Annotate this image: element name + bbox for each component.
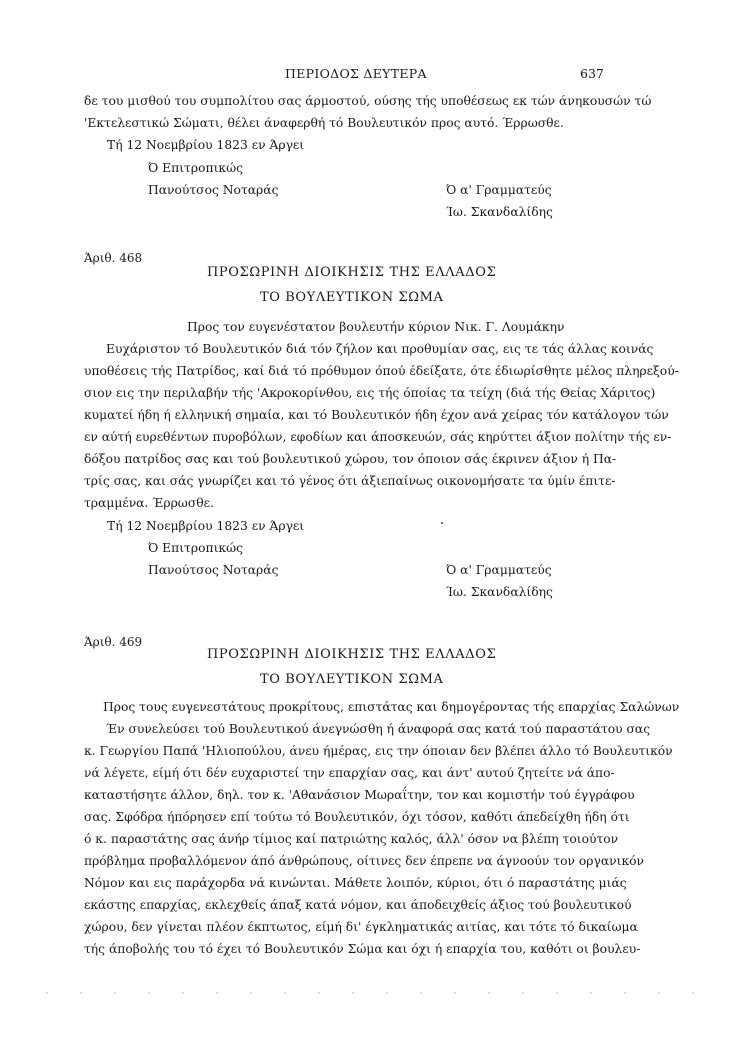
document-number: Άριθ. 468 <box>84 251 143 265</box>
document-subtitle: ΤΟ ΒΟΥΛΕΥΤΙΚΟΝ ΣΩΜΑ <box>260 290 444 305</box>
signatory-name-left: Πανούτσος Νοταράς <box>148 563 279 577</box>
signatory-role-left: Ό Επιτροπικώς <box>148 161 244 175</box>
text-line: εκάστης επαρχίας, εκλεχθείς άπαξ κατά νόμον, και άποδειχθείς άξιος τού βουλευτικού <box>84 898 632 912</box>
text-line: νά λέγετε, είμή ότι δέν ευχαριστεί την επαρχίαν σας, και άντ' αυτού ζητείτε νά άπο- <box>84 766 615 780</box>
text-line: δόξου πατρίδος σας και τού βουλευτικού χώρου, τον όποιον σάς έκρινεν άξιον ή Πα- <box>84 452 617 466</box>
text-line: Έν συνελεύσει τού Βουλευτικού άνεγνώσθη ή άναφορά σας κατά τού παραστάτου σας <box>106 722 651 736</box>
text-line: σας. Σφόδρα ήπόρησεν επί τούτω τό Βουλευτικόν, όχι τόσον, καθότι άπεδείχθη ήδη ότι <box>84 810 630 824</box>
text-line: τρίς σας, και σάς γνωρίζει και τό γένος ότι άξιεπαίνως οικονομήσατε τα ύμίν έπιτε- <box>84 474 616 488</box>
text-line: δε του μισθού του συμπολίτου σας άρμοστού, ούσης τής υποθέσεως εκ τών άνηκουσών τώ <box>84 94 652 108</box>
signatory-name-right: Ίω. Σκανδαλίδης <box>446 205 553 219</box>
scan-artifact-dots <box>30 992 714 994</box>
document-title: ΠΡΟΣΩΡΙΝΗ ΔΙΟΙΚΗΣΙΣ ΤΗΣ ΕΛΛΑΔΟΣ <box>207 647 497 662</box>
text-line: Ευχάριστον τό Βουλευτικόν διά τόν ζήλον και προθυμίαν σας, εις τε τάς άλλας κοινάς <box>106 342 654 356</box>
signatory-name-left: Πανούτσος Νοταράς <box>148 183 279 197</box>
text-line: τραμμένα. Έρρωσθε. <box>84 496 214 510</box>
text-line: καταστήσητε άλλον, δηλ. τον κ. 'Αθανάσιον Μωραΐτην, τον και κομιστήν τού έγγράφου <box>84 788 635 802</box>
text-line: πρόβλημα προβαλλόμενον άπό άνθρώπους, οίτινες δεν έπρεπε να άγνοούν τον οργανικόν <box>84 854 645 868</box>
page-number: 637 <box>580 66 604 81</box>
signatory-name-right: Ίω. Σκανδαλίδης <box>446 585 553 599</box>
text-line: κ. Γεωργίου Παπά 'Ηλιοπούλου, άνευ ήμέρας, εις την όποιαν δεν βλέπει άλλο τό Βουλευτικόν <box>84 744 673 758</box>
text-line: τής άποβολής του τό έχει τό Βουλευτικόν Σώμα και όχι ή επαρχία του, καθότι οι βουλευ- <box>84 942 641 956</box>
ink-speck <box>441 522 443 524</box>
text-line: κυματεί ήδη ή ελληνική σημαία, και τό Βουλευτικόν ήδη έχον ανά χείρας τόν κατάλογον τών <box>84 408 669 422</box>
text-line: υποθέσεις τής Πατρίδος, καί διά τό πρόθυμον όπού έδείξατε, ότε έδιωρίσθητε μέλος πληρεξού- <box>84 364 679 378</box>
text-line: Νόμον και εις παράχορδα νά κινώνται. Μάθετε λοιπόν, κύριοι, ότι ό παραστάτης μιάς <box>84 876 627 890</box>
text-line: σιον εις την περιλαβήν τής 'Ακροκορίνθου, εις τής όποίας τα τείχη (διά τής Θείας Χάριτος) <box>84 386 656 400</box>
text-line: ό κ. παραστάτης σας άνήρ τίμιος καί πατριώτης καλός, άλλ' όσον να βλέπη τοιούτον <box>84 832 619 846</box>
document-subtitle: ΤΟ ΒΟΥΛΕΥΤΙΚΟΝ ΣΩΜΑ <box>260 672 444 687</box>
text-line: 'Εκτελεστικώ Σώματι, θέλει άναφερθή τό Βουλευτικόν προς αυτό. Έρρωσθε. <box>84 116 564 130</box>
addressee-line: Προς τους ευγενεστάτους προκρίτους, επιστάτας και δημογέροντας τής επαρχίας Σαλώνων <box>103 700 680 714</box>
document-number: Άριθ. 469 <box>84 635 143 649</box>
running-header-title: ΠΕΡΙΟΔΟΣ ΔΕΥΤΕΡΑ <box>285 66 427 81</box>
signatory-role-right: Ό α' Γραμματεύς <box>446 183 552 197</box>
text-line: εν αύτή ευρεθέντων πυροβόλων, εφοδίων και άποσκευών, σάς κηρύττει άξιον πολίτην τής εν- <box>84 430 672 444</box>
document-title: ΠΡΟΣΩΡΙΝΗ ΔΙΟΙΚΗΣΙΣ ΤΗΣ ΕΛΛΑΔΟΣ <box>207 265 497 280</box>
signatory-role-right: Ό α' Γραμματεύς <box>446 563 552 577</box>
date-line: Τή 12 Νοεμβρίου 1823 εν Άργει <box>107 519 305 533</box>
date-line: Τή 12 Νοεμβρίου 1823 εν Άργει <box>107 138 305 152</box>
signatory-role-left: Ό Επιτροπικώς <box>148 541 244 555</box>
addressee-line: Προς τον ευγενέστατον βουλευτήν κύριον Νικ. Γ. Λουμάκην <box>187 320 565 334</box>
text-line: χώρου, δεν γίνεται πλέον έκπτωτος, είμή δι' έγκληματικάς αιτίας, και τότε τό δικαίωμα <box>84 920 638 934</box>
